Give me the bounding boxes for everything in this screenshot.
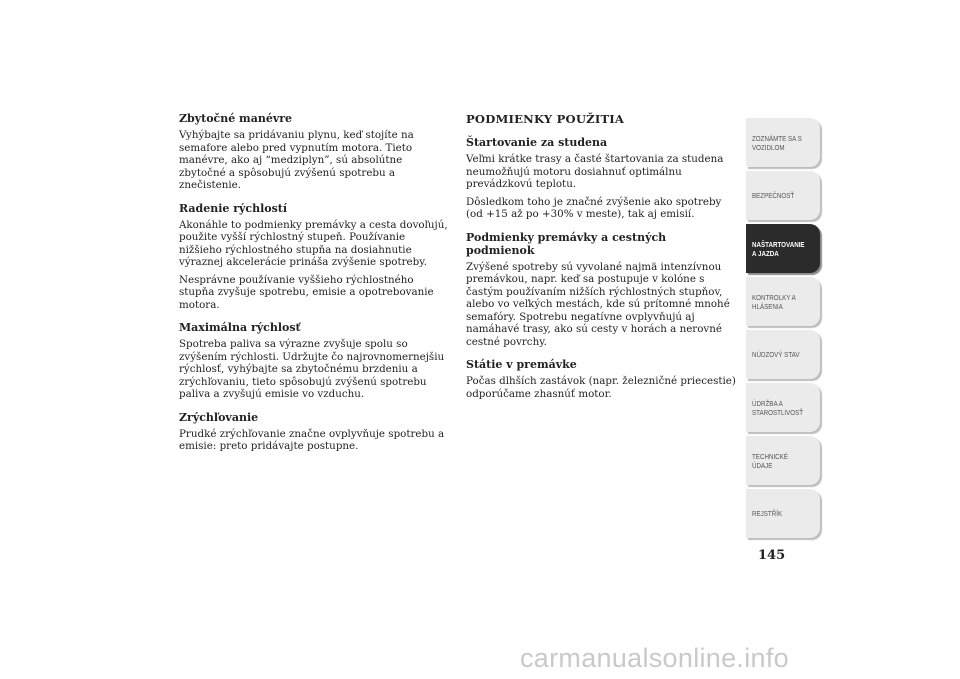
tab-starting-driving[interactable]: NAŠTARTOVANIE A JAZDA <box>746 224 820 273</box>
chapter-tabs <box>746 118 820 542</box>
tab-maintenance[interactable]: ÚDRŽBA A STAROSTLIVOSŤ <box>746 383 820 432</box>
heading-cold-start: Štartovanie za studena <box>466 136 608 149</box>
heading-max-speed: Maximálna rýchlosť <box>179 321 301 334</box>
paragraph: Dôsledkom toho je značné zvýšenie ako spotreby (od +15 až po +30% v meste), tak aj emisií. <box>466 195 722 220</box>
paragraph: Veľmi krátke trasy a časté štartovania za studena neumožňujú motoru dosiahnuť optimálnu prevádzkovú teplotu. <box>466 153 724 190</box>
paragraph: Nesprávne používanie vyššieho rýchlostného stupňa zvyšuje spotrebu, emisie a opotrebovanie motora. <box>179 273 434 311</box>
left-column <box>179 112 451 458</box>
heading-traffic-conditions: Podmienky premávky a cestných podmienok <box>466 230 667 257</box>
section-title: PODMIENKY POUŽITIA <box>466 112 625 126</box>
tab-index[interactable]: REJSTŘÍK <box>746 489 820 538</box>
heading-standing-in-traffic: Státie v premávke <box>466 358 577 371</box>
paragraph: Zvýšené spotreby sú vyvolané najmä intenzívnou premávkou, napr. keď sa postupuje v kolóne s častým používaním nižších rýchlostných stupňov, alebo vo veľkých mestách, kde sú prítomné mnohé semafóry. Spotrebu negatívne ovplyvňujú aj namáhavé trasy, ako sú cesty v horách a nerovné cestné povrchy. <box>466 260 730 348</box>
paragraph: Vyhýbajte sa pridávaniu plynu, keď stojíte na semafore alebo pred vypnutím motora. Tieto manévre, ako aj “medziplyn”, sú absolútne zbytočné a spôsobujú zvýšenú spotrebu a znečistenie. <box>179 129 414 191</box>
tab-technical-data[interactable]: TECHNICKÉ ÚDAJE <box>746 436 820 485</box>
heading-gear-shifting: Radenie rýchlostí <box>179 201 288 215</box>
heading-unnecessary-manoeuvres: Zbytočné manévre <box>179 112 293 125</box>
paragraph: Prudké zrýchľovanie značne ovplyvňuje spotrebu a emisie: preto pridávajte postupne. <box>179 427 445 452</box>
watermark: carmanualsonline.info <box>520 643 789 673</box>
paragraph: Spotreba paliva sa výrazne zvyšuje spolu so zvýšením rýchlosti. Udržujte čo najrovnomernejšiu rýchlosť, vyhýbajte sa zbytočnému brzdeniu a zrýchľovaniu, tieto spôsobujú zvýšenú spotrebu paliva a zvyšujú emisie vo vzduchu. <box>179 338 445 400</box>
tab-get-to-know-vehicle[interactable]: ZOZNÁMTE SA S VOZIDLOM <box>746 118 820 167</box>
paragraph: Akonáhle to podmienky premávky a cesta dovoľujú, použite vyšší rýchlostný stupeň. Používanie nižšieho rýchlostného stupňa na dosiahnutie výraznej akcelerácie prináša zvýšenie spotreby. <box>179 218 448 268</box>
right-column <box>466 112 738 405</box>
heading-acceleration: Zrýchľovanie <box>179 410 259 424</box>
tab-safety[interactable]: BEZPEČNOSŤ <box>746 171 820 220</box>
page-number: 145 <box>758 548 786 563</box>
tab-emergency[interactable]: NÚDZOVÝ STAV <box>746 330 820 379</box>
tab-warning-lights[interactable]: KONTROLKY A HLÁSENIA <box>746 277 820 326</box>
paragraph: Počas dlhších zastávok (napr. železničné priecestie) odporúčame zhasnúť motor. <box>466 375 736 400</box>
